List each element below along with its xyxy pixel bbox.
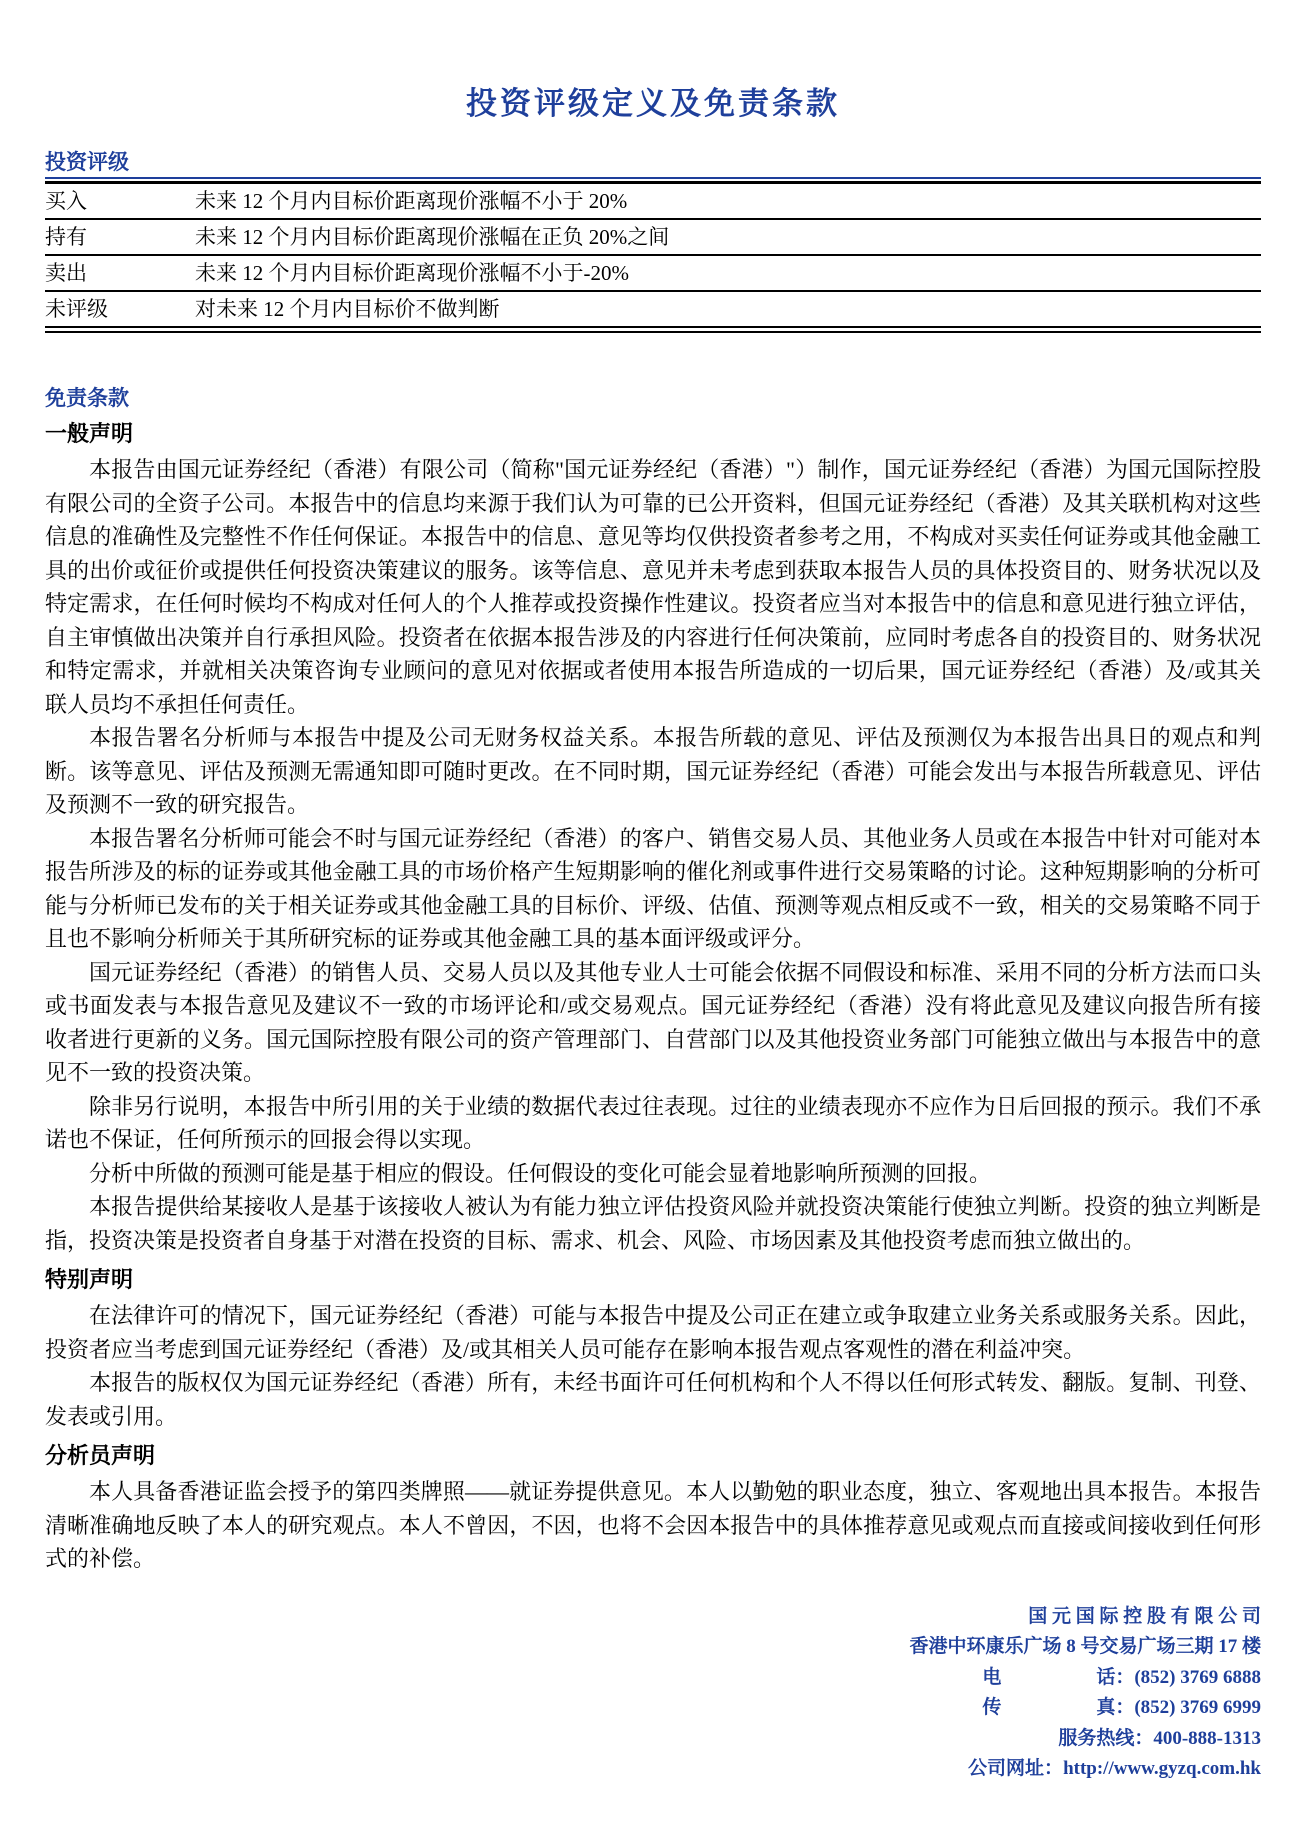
- footer-phone-line: 电 话：(852) 3769 6888: [982, 1666, 1261, 1688]
- rating-label: 持有: [45, 225, 87, 249]
- rating-row-hold: [45, 219, 1261, 255]
- analyst-statement-paragraph: 本人具备香港证监会授予的第四类牌照——就证券提供意见。本人以勤勉的职业态度，独立、客观地出具本报告。本报告清晰准确地反映了本人的研究观点。本人不曾因，不因，也将不会因本报告中的具体推荐意见或观点而直接或间接收到任何形式的补偿。: [45, 1479, 1261, 1571]
- special-statement-heading: 特别声明: [45, 1267, 134, 1292]
- special-statement-paragraph: 在法律许可的情况下，国元证券经纪（香港）可能与本报告中提及公司正在建立或争取建立业务关系或服务关系。因此，投资者应当考虑到国元证券经纪（香港）及/或其相关人员可能存在影响本报告观点客观性的潜在利益冲突。: [45, 1303, 1261, 1362]
- rating-row-unrated: [45, 291, 1261, 330]
- general-statement-paragraph: 分析中所做的预测可能是基于相应的假设。任何假设的变化可能会显着地影响所预测的回报。: [89, 1160, 992, 1186]
- rating-table: [45, 181, 1261, 333]
- footer-website-line: [45, 1754, 1261, 1785]
- general-statement-paragraph: 本报告署名分析师与本报告中提及公司无财务权益关系。本报告所载的意见、评估及预测仅为本报告出具日的观点和判断。该等意见、评估及预测无需通知即可随时更改。在不同时期，国元证券经纪（香港）可能会发出与本报告所载意见、评估及预测不一致的研究报告。: [45, 725, 1261, 817]
- general-statement-heading: 一般声明: [45, 421, 134, 446]
- rating-definition: 对未来 12 个月内目标价不做判断: [195, 297, 500, 321]
- footer-fax-line: 传 真：(852) 3769 6999: [982, 1697, 1261, 1718]
- general-statement-paragraph: 本报告由国元证券经纪（香港）有限公司（简称"国元证券经纪（香港）"）制作，国元证券经纪（香港）为国元国际控股有限公司的全资子公司。本报告中的信息均来源于我们认为可靠的已公开资料，但国元证券经纪（香港）及其关联机构对这些信息的准确性及完整性不作任何保证。本报告中的信息、意见等均仅供投资者参考之用，不构成对买卖任何证券或其他金融工具的出价或征价或提供任何投资决策建议的服务。该等信息、意见并未考虑到获取本报告人员的具体投资目的、财务状况以及特定需求，在任何时候均不构成对任何人的个人推荐或投资操作性建议。投资者应当对本报告中的信息和意见进行独立评估，自主审慎做出决策并自行承担风险。投资者在依据本报告涉及的内容进行任何决策前，应同时考虑各自的投资目的、财务状况和特定需求，并就相关决策咨询专业顾问的意见对依据或者使用本报告所造成的一切后果，国元证券经纪（香港）及/或其关联人员均不承担任何责任。: [45, 457, 1261, 717]
- rating-label: 买入: [45, 189, 87, 213]
- general-statement-paragraph: 本报告提供给某接收人是基于该接收人被认为有能力独立评估投资风险并就投资决策能行使独立判断。投资的独立判断是指，投资决策是投资者自身基于对潜在投资的目标、需求、机会、风险、市场因素及其他投资考虑而独立做出的。: [45, 1194, 1261, 1253]
- company-footer: [45, 1602, 1261, 1785]
- general-statement-paragraph: 除非另行说明，本报告中所引用的关于业绩的数据代表过往表现。过往的业绩表现亦不应作为日后回报的预示。我们不承诺也不保证，任何所预示的回报会得以实现。: [45, 1093, 1261, 1152]
- rating-label: 卖出: [45, 261, 87, 285]
- special-statement-paragraph: 本报告的版权仅为国元证券经纪（香港）所有，未经书面许可任何机构和个人不得以任何形式转发、翻版。复制、刊登、发表或引用。: [45, 1370, 1261, 1429]
- footer-company-address: 香港中环康乐广场 8 号交易广场三期 17 楼: [909, 1636, 1261, 1657]
- rating-definition: 未来 12 个月内目标价距离现价涨幅不小于 20%: [195, 189, 628, 213]
- footer-website-url[interactable]: http://www.gyzq.com.hk: [1063, 1758, 1261, 1779]
- general-statement-paragraph: 国元证券经纪（香港）的销售人员、交易人员以及其他专业人士可能会依据不同假设和标准、采用不同的分析方法而口头或书面发表与本报告意见及建议不一致的市场评论和/或交易观点。国元证券经纪（香港）没有将此意见及建议向报告所有接收者进行更新的义务。国元国际控股有限公司的资产管理部门、自营部门以及其他投资业务部门可能独立做出与本报告中的意见不一致的投资决策。: [45, 959, 1261, 1085]
- general-statement-paragraph: 本报告署名分析师可能会不时与国元证券经纪（香港）的客户、销售交易人员、其他业务人员或在本报告中针对可能对本报告所涉及的标的证券或其他金融工具的市场价格产生短期影响的催化剂或事件进行交易策略的讨论。这种短期影响的分析可能与分析师已发布的关于相关证券或其他金融工具的目标价、评级、估值、预测等观点相反或不一致，相关的交易策略不同于且也不影响分析师关于其所研究标的证券或其他金融工具的基本面评级或评分。: [45, 825, 1261, 951]
- footer-company-name: 国 元 国 际 控 股 有 限 公 司: [1028, 1605, 1261, 1627]
- rating-section-heading: 投资评级: [45, 149, 1261, 179]
- rating-label: 未评级: [45, 297, 108, 321]
- footer-hotline-line: 服务热线：400-888-1313: [1058, 1727, 1261, 1749]
- rating-definition: 未来 12 个月内目标价距离现价涨幅在正负 20%之间: [195, 225, 670, 249]
- disclaimer-section-heading: 免责条款: [45, 386, 129, 410]
- rating-definition: 未来 12 个月内目标价距离现价涨幅不小于-20%: [195, 261, 629, 285]
- analyst-statement-heading: 分析员声明: [45, 1443, 156, 1468]
- footer-website-label: 公司网址：: [968, 1758, 1064, 1779]
- page-title: 投资评级定义及免责条款: [466, 86, 840, 121]
- rating-row-buy: [45, 183, 1261, 220]
- rating-row-sell: [45, 255, 1261, 291]
